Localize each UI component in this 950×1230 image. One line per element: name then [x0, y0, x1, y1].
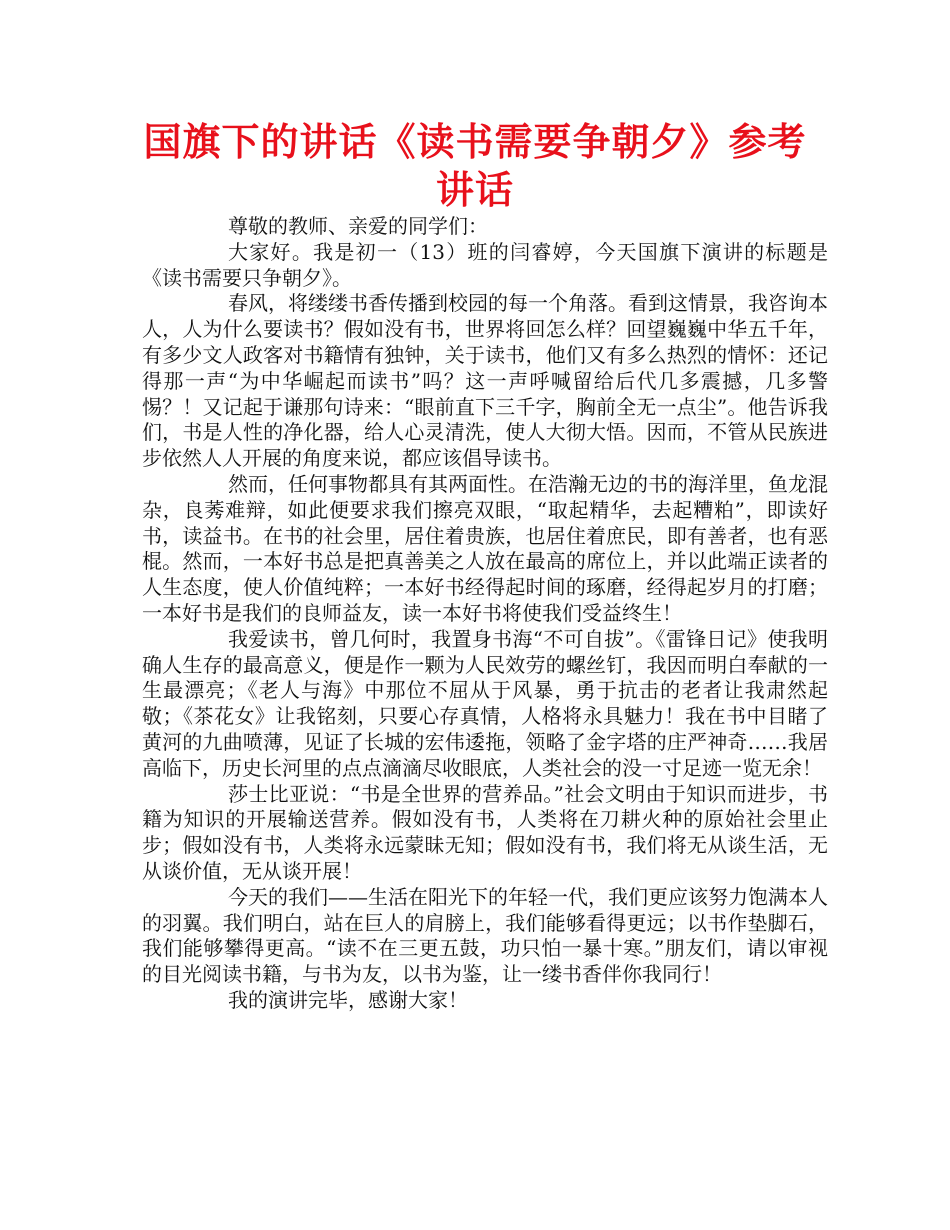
paragraph-two-sides: 然而，任何事物都具有其两面性。在浩瀚无边的书的海洋里，鱼龙混杂，良莠难辩，如此便要求我们擦亮双眼，“取起精华，去起糟粕”，即读好书，读益书。在书的社会里，居住着贵族，也居住着庶民，即有善者，也有恶棍。然而，一本好书总是把真善美之人放在最高的席位上，并以此端正读者的人生态度，使人价值纯粹；一本好书经得起时间的琢磨，经得起岁月的打磨；一本好书是我们的良师益友，读一本好书将使我们受益终生！ [142, 471, 828, 625]
paragraph-closing: 我的演讲完毕，感谢大家！ [228, 987, 468, 1012]
document-title: 国旗下的讲话《读书需要争朝夕》参考讲话 [143, 120, 807, 212]
paragraph-salutation: 尊敬的教师、亲爱的同学们： [228, 214, 488, 238]
paragraph-young-generation: 今天的我们——生活在阳光下的年轻一代，我们更应该努力饱满本人的羽翼。我们明白，站在巨人的肩膀上，我们能够看得更远；以书作垫脚石，我们能够攀得更高。“读不在三更五鼓，功只怕一暴十寒。”朋友们，请以审视的目光阅读书籍，与书为友，以书为鉴，让一缕书香伴你我同行！ [142, 884, 828, 987]
paragraph-greeting: 大家好。我是初一（13）班的闫睿婷，今天国旗下演讲的标题是《读书需要只争朝夕》。 [142, 239, 828, 290]
paragraph-love-reading: 我爱读书，曾几何时，我置身书海“不可自拔”。《雷锋日记》使我明确人生存的最高意义，便是作一颗为人民效劳的螺丝钉，我因而明白奉献的一生最漂亮；《老人与海》中那位不屈从于风暴，勇于抗击的老者让我肃然起敬；《茶花女》让我铭刻，只要心存真情，人格将永具魅力！我在书中目睹了黄河的九曲喷薄，见证了长城的宏伟逶拖，领略了金字塔的庄严神奇……我居高临下，历史长河里的点点滴滴尽收眼底，人类社会的没一寸足迹一览无余！ [142, 626, 828, 780]
document-body [142, 214, 828, 1014]
paragraph-spring-breeze: 春风，将缕缕书香传播到校园的每一个角落。看到这情景，我咨询本人，人为什么要读书？假如没有书，世界将回怎么样？回望巍巍中华五千年，有多少文人政客对书籍情有独钟，关于读书，他们又有多么热烈的情怀：还记得那一声“为中华崛起而读书”吗？这一声呼喊留给后代几多震撼，几多警惕？！又记起于谦那句诗来：“眼前直下三千字，胸前全无一点尘”。他告诉我们，书是人性的净化器，给人心灵清洗，使人大彻大悟。因而，不管从民族进步依然人人开展的角度来说，都应该倡导读书。 [142, 291, 828, 471]
paragraph-shakespeare: 莎士比亚说：“书是全世界的营养品。”社会文明由于知识而进步，书籍为知识的开展输送营养。假如没有书，人类将在刀耕火种的原始社会里止步；假如没有书，人类将永远蒙昧无知；假如没有书，我们将无从谈生活，无从谈价值，无从谈开展！ [142, 781, 828, 883]
